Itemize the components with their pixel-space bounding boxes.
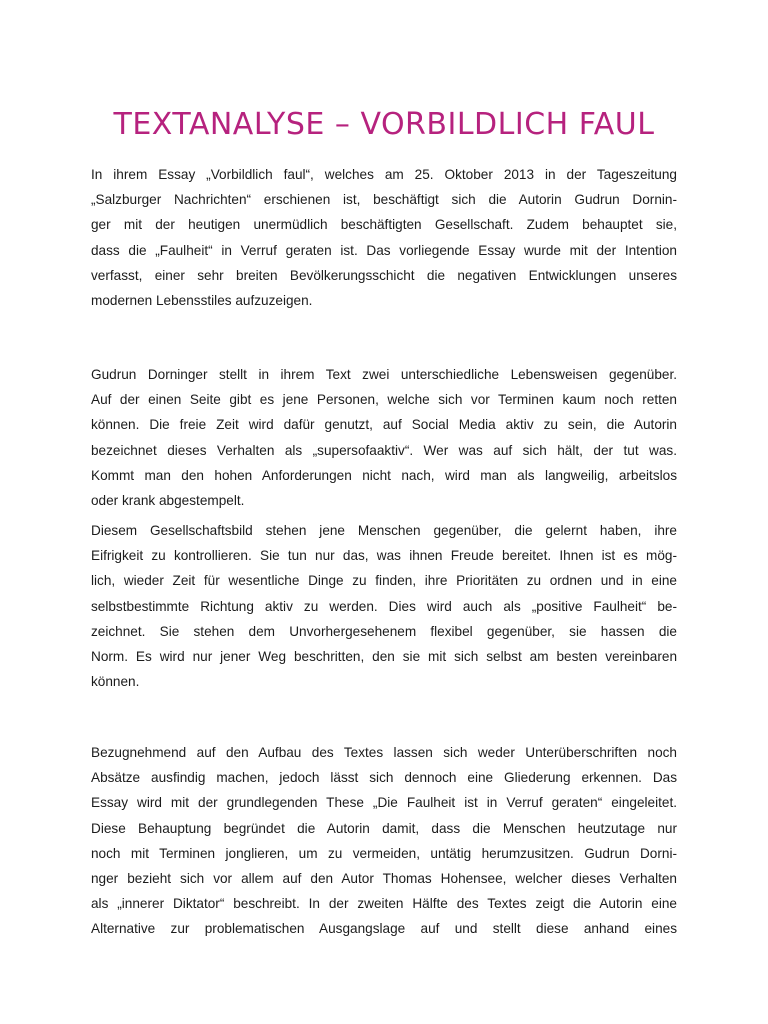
paragraph-line: können. <box>91 674 140 690</box>
paragraph-line: noch mit Terminen jonglieren, um zu vermeiden, untätig herumzusitzen. Gudrun Dorni- <box>91 845 677 861</box>
paragraph-line: Diesem Gesellschaftsbild stehen jene Menschen gegenüber, die gelernt haben, ihre <box>91 523 677 538</box>
paragraph-line: Gudrun Dorninger stellt in ihrem Text zwei unterschiedliche Lebensweisen gegenüber. <box>91 367 677 382</box>
paragraph-line: dass die „Faulheit“ in Verruf geraten ist. Das vorliegende Essay wurde mit der Intention <box>91 242 677 258</box>
paragraph-line: modernen Lebensstiles aufzuzeigen. <box>91 293 313 309</box>
paragraph-line: Norm. Es wird nur jener Weg beschritten, den sie mit sich selbst am besten vereinbaren <box>91 649 677 665</box>
paragraph-line: Essay wird mit der grundlegenden These „Die Faulheit ist in Verruf geraten“ eingeleitet. <box>91 795 677 811</box>
paragraph-line: Eifrigkeit zu kontrollieren. Sie tun nur das, was ihnen Freude bereitet. Ihnen ist es mög- <box>91 548 677 564</box>
paragraph-line: können. Die freie Zeit wird dafür genutzt, auf Social Media aktiv zu sein, die Autorin <box>91 417 677 433</box>
paragraph-line: verfasst, einer sehr breiten Bevölkerungsschicht die negativen Entwicklungen unseres <box>91 267 677 283</box>
paragraph-introduction <box>91 162 677 313</box>
paragraph-line: In ihrem Essay „Vorbildlich faul“, welches am 25. Oktober 2013 in der Tageszeitung <box>91 167 677 182</box>
paragraph-counter-model <box>91 518 677 694</box>
paragraph-line: zeichnet. Sie stehen dem Unvorhergesehenem flexibel gegenüber, sie hassen die <box>91 623 677 639</box>
paragraph-line: oder krank abgestempelt. <box>91 493 245 509</box>
paragraph-line: lich, wieder Zeit für wesentliche Dinge zu finden, ihre Prioritäten zu ordnen und in eine <box>91 573 677 589</box>
paragraph-line: bezeichnet dieses Verhalten als „supersofaaktiv“. Wer was auf sich hält, der tut was. <box>91 442 677 458</box>
paragraph-line: „Salzburger Nachrichten“ erschienen ist, beschäftigt sich die Autorin Gudrun Dornin- <box>91 192 677 208</box>
paragraph-line: Auf der einen Seite gibt es jene Personen, welche sich vor Terminen kaum noch retten <box>91 392 677 408</box>
paragraph-line: Absätze ausfindig machen, jedoch lässt sich dennoch eine Gliederung erkennen. Das <box>91 770 677 786</box>
paragraph-lifestyles <box>91 362 677 513</box>
document-title: TEXTANALYSE – VORBILDLICH FAUL <box>113 107 655 142</box>
paragraph-line: ger mit der heutigen unermüdlich beschäftigten Gesellschaft. Zudem behauptet sie, <box>91 217 677 233</box>
paragraph-line: selbstbestimmte Richtung aktiv zu werden. Dies wird auch als „positive Faulheit“ be- <box>91 598 677 614</box>
paragraph-line: als „innerer Diktator“ beschreibt. In der zweiten Hälfte des Textes zeigt die Autorin eine <box>91 896 677 912</box>
paragraph-line: Diese Behauptung begründet die Autorin damit, dass die Menschen heutzutage nur <box>91 820 677 836</box>
paragraph-structure <box>91 740 677 942</box>
paragraph-line: Kommt man den hohen Anforderungen nicht nach, wird man als langweilig, arbeitslos <box>91 467 677 483</box>
paragraph-line: Alternative zur problematischen Ausgangslage auf und stellt diese anhand eines <box>91 921 677 937</box>
paragraph-line: Bezugnehmend auf den Aufbau des Textes lassen sich weder Unterüberschriften noch <box>91 745 677 760</box>
paragraph-line: nger bezieht sich vor allem auf den Autor Thomas Hohensee, welcher dieses Verhalten <box>91 871 677 887</box>
